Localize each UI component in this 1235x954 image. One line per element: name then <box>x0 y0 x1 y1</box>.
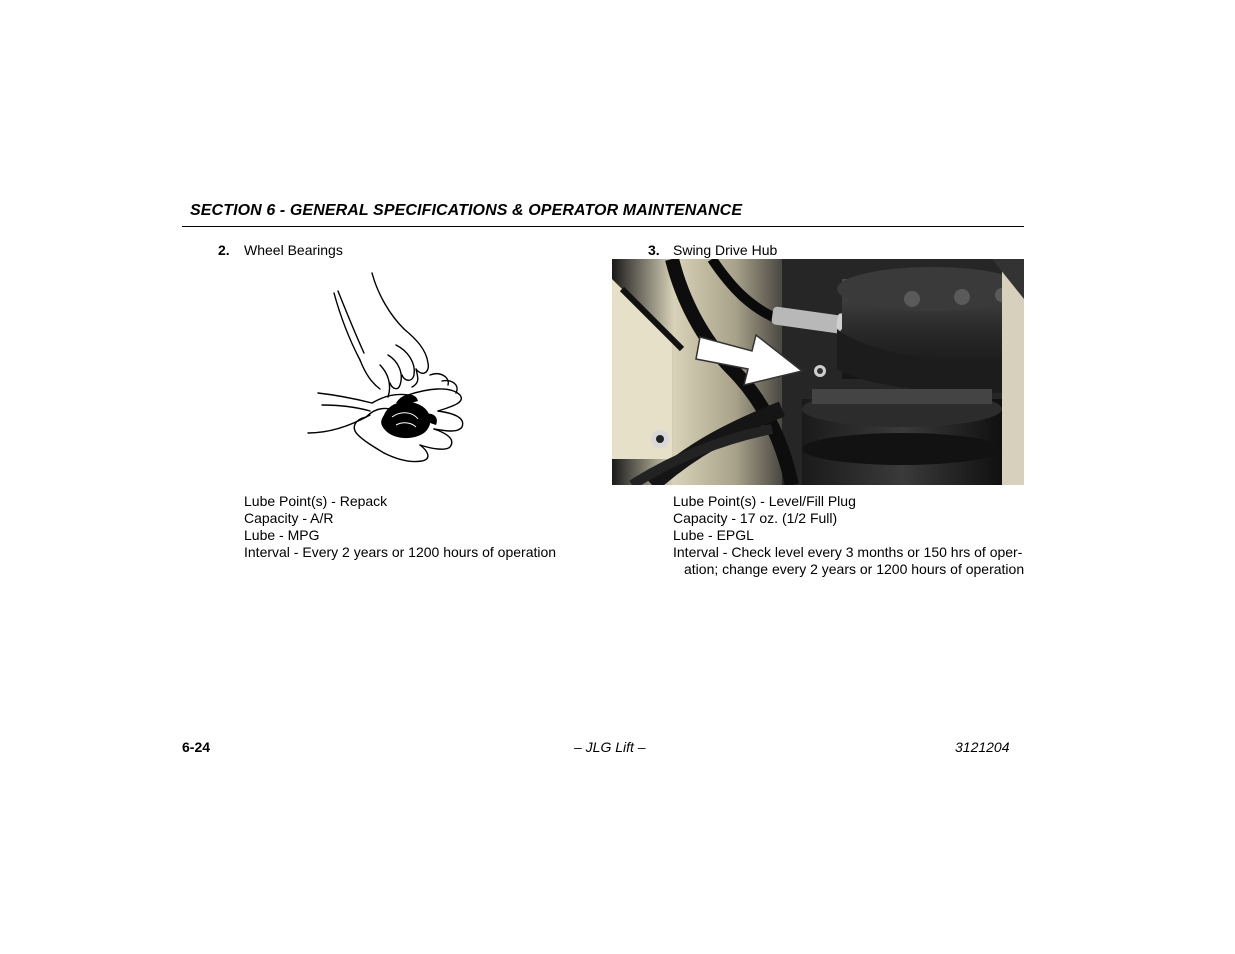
item-heading-wheel-bearings <box>218 242 343 258</box>
spec-capacity: Capacity - A/R <box>244 510 334 526</box>
header-rule <box>182 226 1024 227</box>
spec-list-swing-drive-hub <box>673 493 1025 578</box>
spec-lube: Lube - EPGL <box>673 527 754 543</box>
spec-lube: Lube - MPG <box>244 527 320 543</box>
swing-drive-hub-photo <box>612 259 1024 485</box>
section-title: SECTION 6 - GENERAL SPECIFICATIONS & OPERATOR MAINTENANCE <box>190 202 743 219</box>
spec-lube-points: Lube Point(s) - Level/Fill Plug <box>673 493 856 509</box>
spec-lube-points: Lube Point(s) - Repack <box>244 493 388 509</box>
document-number: 3121204 <box>955 739 1010 755</box>
item-heading-swing-drive-hub <box>648 242 777 258</box>
item-number: 3. <box>648 242 660 258</box>
spec-interval-continued: ation; change every 2 years or 1200 hours of operation <box>684 561 1025 577</box>
page-number: 6-24 <box>182 739 211 755</box>
footer-title: – JLG Lift – <box>574 739 646 755</box>
item-number: 2. <box>218 242 230 258</box>
item-title: Swing Drive Hub <box>673 242 778 258</box>
spec-interval: Interval - Every 2 years or 1200 hours of operation <box>244 544 557 560</box>
spec-interval: Interval - Check level every 3 months or 150 hrs of oper- <box>673 544 1023 560</box>
item-title: Wheel Bearings <box>244 242 343 258</box>
spec-capacity: Capacity - 17 oz. (1/2 Full) <box>673 510 838 526</box>
hands-packing-bearing-illustration <box>300 265 480 470</box>
spec-list-wheel-bearings <box>244 493 584 561</box>
